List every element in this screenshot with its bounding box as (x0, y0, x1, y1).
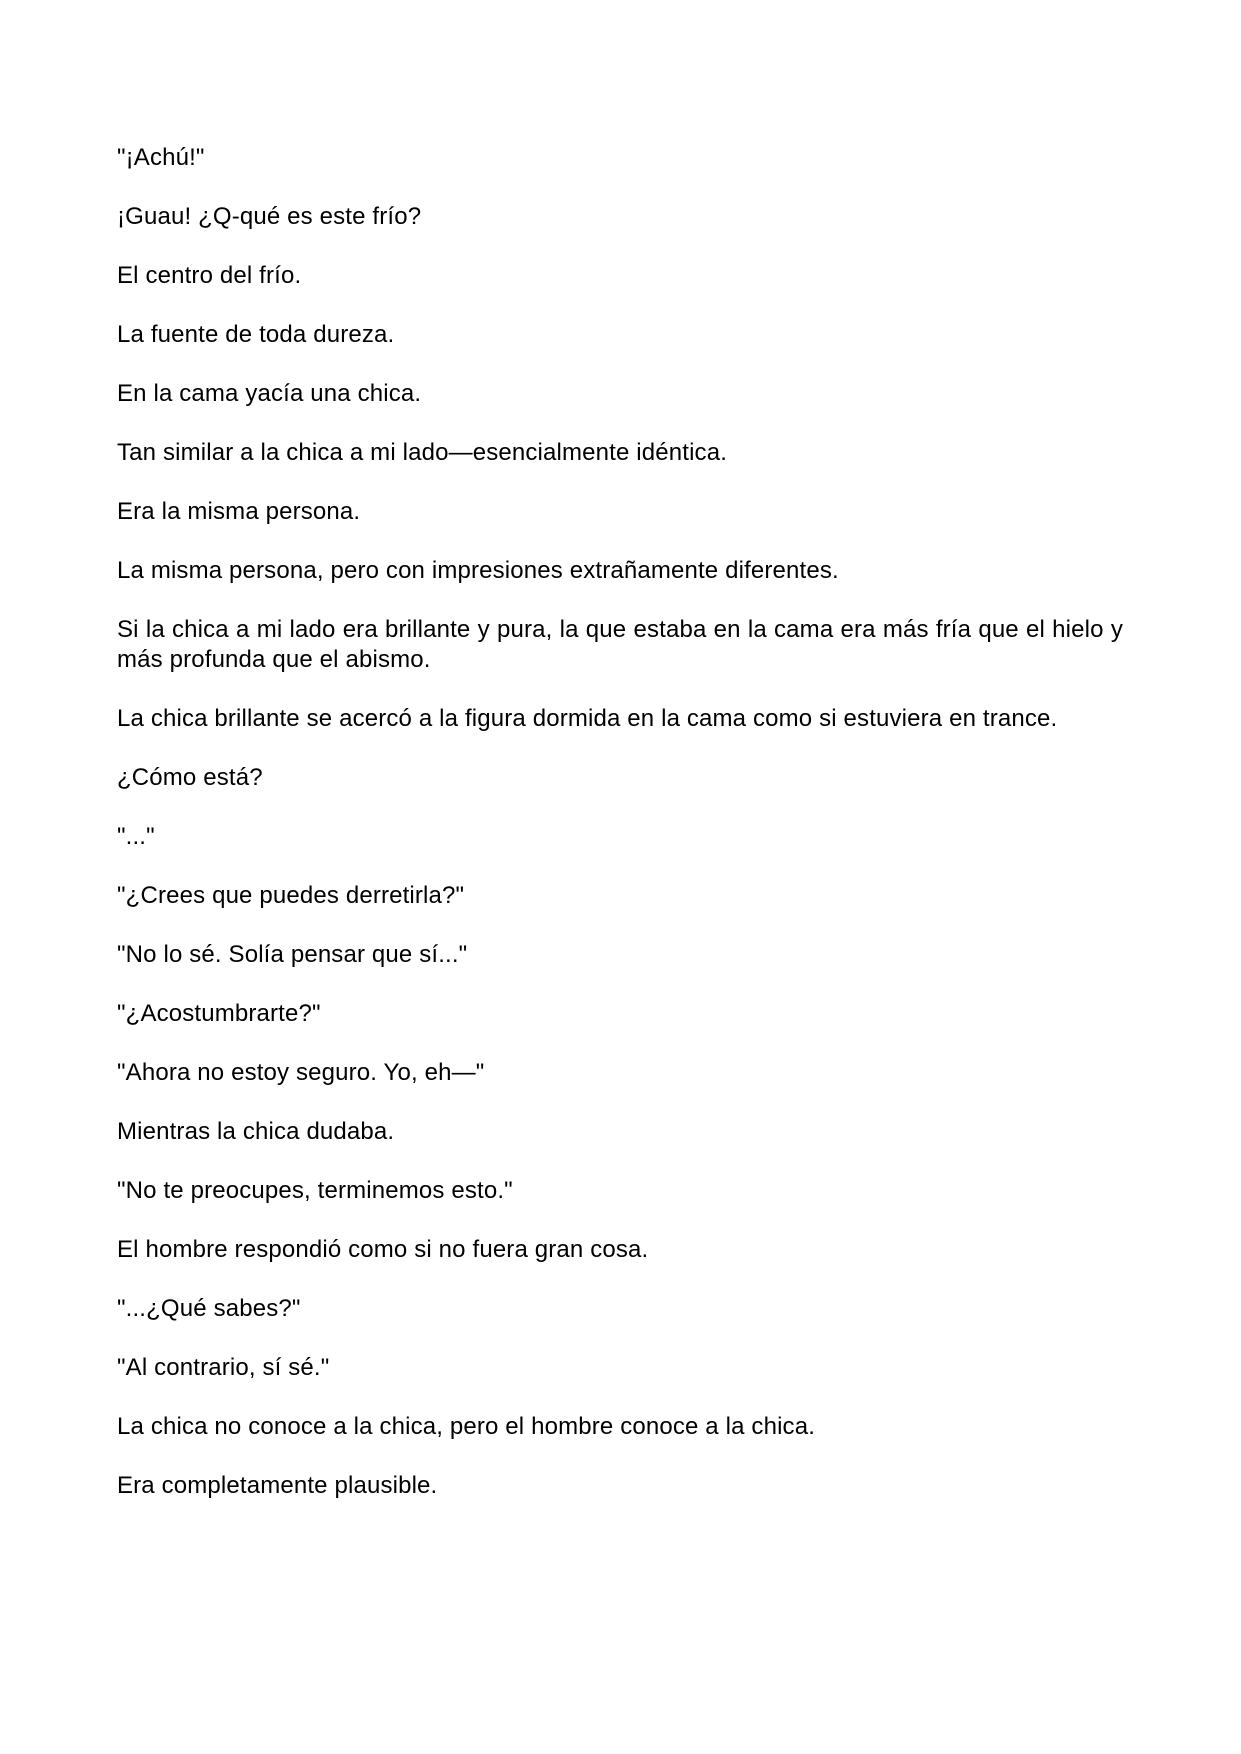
paragraph: Era la misma persona. (117, 498, 361, 525)
paragraph: La misma persona, pero con impresiones extrañamente diferentes. (117, 557, 839, 584)
paragraph: "...¿Qué sabes?" (117, 1295, 301, 1322)
paragraph: Tan similar a la chica a mi lado—esencialmente idéntica. (117, 439, 728, 466)
paragraph: En la cama yacía una chica. (117, 380, 422, 407)
paragraph: La chica brillante se acercó a la figura dormida en la cama como si estuviera en trance. (117, 705, 1058, 732)
document-body (117, 143, 1123, 1530)
paragraph: ¿Cómo está? (117, 764, 263, 791)
paragraph: "No te preocupes, terminemos esto." (117, 1177, 513, 1204)
paragraph: "No lo sé. Solía pensar que sí..." (117, 941, 468, 968)
paragraph: "¿Crees que puedes derretirla?" (117, 882, 465, 909)
paragraph: "¿Acostumbrarte?" (117, 1000, 321, 1027)
paragraph: "¡Achú!" (117, 144, 205, 171)
paragraph: La chica no conoce a la chica, pero el hombre conoce a la chica. (117, 1413, 816, 1440)
paragraph: El hombre respondió como si no fuera gran cosa. (117, 1236, 649, 1263)
paragraph: "Ahora no estoy seguro. Yo, eh—" (117, 1059, 485, 1086)
paragraph: Si la chica a mi lado era brillante y pura, la que estaba en la cama era más fría que el hielo y más profunda que el abismo. (117, 616, 1123, 673)
paragraph: Mientras la chica dudaba. (117, 1118, 395, 1145)
paragraph: El centro del frío. (117, 262, 302, 289)
paragraph: "Al contrario, sí sé." (117, 1354, 330, 1381)
paragraph: "..." (117, 823, 155, 850)
paragraph: ¡Guau! ¿Q-qué es este frío? (117, 203, 422, 230)
paragraph: La fuente de toda dureza. (117, 321, 395, 348)
paragraph: Era completamente plausible. (117, 1472, 438, 1499)
